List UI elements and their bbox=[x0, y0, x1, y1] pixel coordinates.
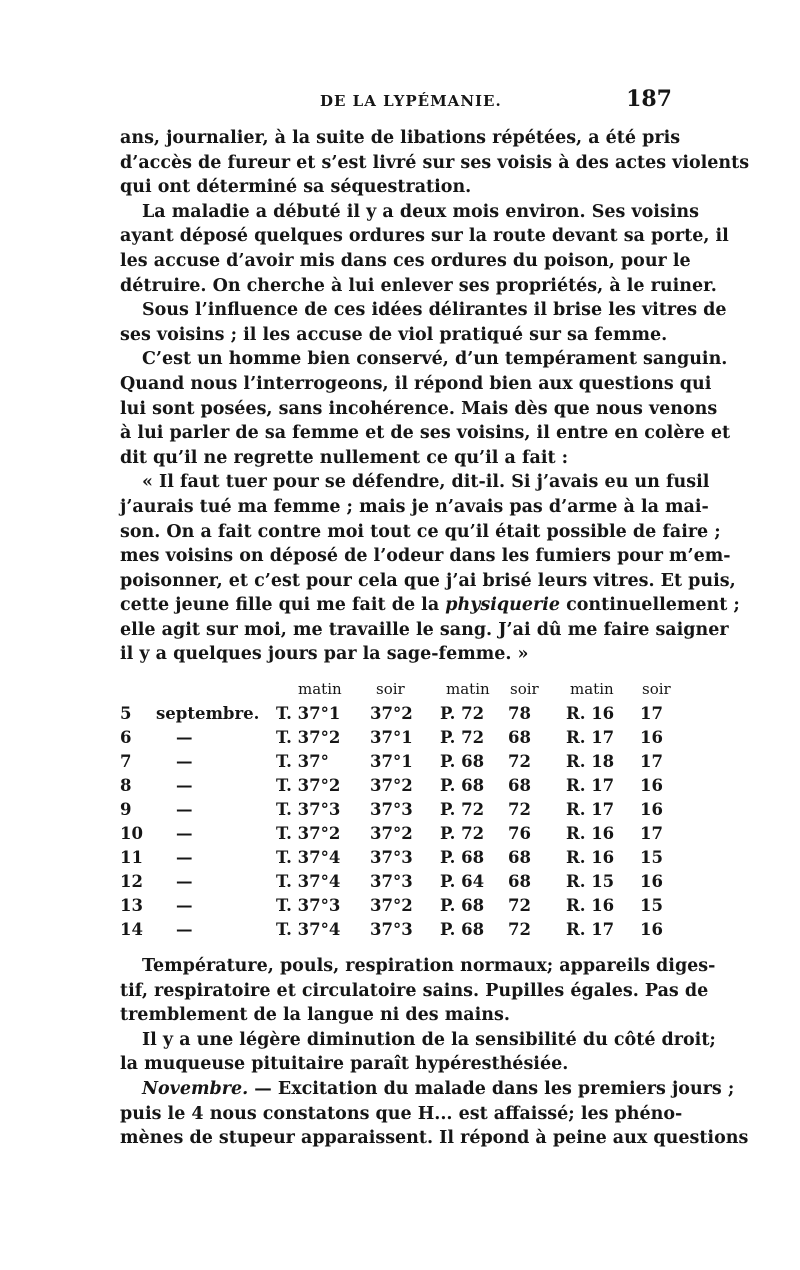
table-body bbox=[120, 704, 680, 944]
text-line: ayant déposé quelques ordures sur la route devant sa porte, il bbox=[120, 226, 729, 247]
pulse-morning-cell: P. 68 bbox=[440, 848, 485, 867]
pulse-morning-cell: P. 68 bbox=[440, 752, 485, 771]
paragraph bbox=[120, 126, 750, 200]
resp-morning-cell: R. 16 bbox=[566, 896, 615, 915]
text-line: elle agit sur moi, me travaille le sang. J’ai dû me faire saigner bbox=[120, 619, 729, 640]
paragraph-quote bbox=[120, 470, 740, 667]
temp-evening-cell: 37°2 bbox=[370, 704, 413, 723]
table-row bbox=[120, 872, 680, 896]
month-cell: — bbox=[176, 776, 193, 795]
text-segment: cette jeune fille qui me fait de la bbox=[120, 595, 440, 616]
resp-morning-cell: R. 17 bbox=[566, 776, 615, 795]
paragraph bbox=[120, 954, 716, 1028]
day-cell: 5 bbox=[120, 704, 132, 723]
temp-evening-cell: 37°1 bbox=[370, 728, 413, 747]
table-row bbox=[120, 704, 680, 728]
text-line: qui ont déterminé sa séquestration. bbox=[120, 177, 472, 198]
resp-evening-cell: 16 bbox=[640, 728, 663, 747]
pulse-evening-cell: 72 bbox=[508, 920, 531, 939]
resp-morning-cell: R. 17 bbox=[566, 920, 615, 939]
temp-morning-cell: T. 37°4 bbox=[276, 920, 341, 939]
text-line: la muqueuse pituitaire paraît hypéresthésiée. bbox=[120, 1054, 569, 1075]
resp-evening-cell: 16 bbox=[640, 800, 663, 819]
body-text-bottom bbox=[120, 954, 749, 1151]
text-line: puis le 4 nous constatons que H... est affaissé; les phéno- bbox=[120, 1103, 683, 1124]
day-cell: 6 bbox=[120, 728, 132, 747]
running-title: DE LA LYPÉMANIE. bbox=[320, 92, 502, 110]
text-line: tremblement de la langue ni des mains. bbox=[120, 1005, 510, 1026]
paragraph bbox=[120, 347, 731, 470]
text-line: Sous l’influence de ces idées délirantes il brise les vitres de bbox=[142, 300, 727, 321]
vitals-table bbox=[120, 680, 680, 944]
day-cell: 7 bbox=[120, 752, 132, 771]
text-line: Quand nous l’interrogeons, il répond bien aux questions qui bbox=[120, 373, 712, 394]
pulse-evening-cell: 72 bbox=[508, 800, 531, 819]
table-row bbox=[120, 728, 680, 752]
resp-morning-cell: R. 16 bbox=[566, 824, 615, 843]
resp-morning-cell: R. 16 bbox=[566, 848, 615, 867]
header-resp-morning: matin bbox=[570, 680, 614, 698]
pulse-morning-cell: P. 68 bbox=[440, 896, 485, 915]
text-line: lui sont posées, sans incohérence. Mais dès que nous venons bbox=[120, 398, 718, 419]
text-line: j’aurais tué ma femme ; mais je n’avais pas d’arme à la mai- bbox=[120, 496, 709, 517]
text-line: mes voisins on déposé de l’odeur dans les fumiers pour m’em- bbox=[120, 546, 731, 567]
paragraph bbox=[120, 200, 729, 298]
month-cell: — bbox=[176, 896, 193, 915]
day-cell: 12 bbox=[120, 872, 143, 891]
day-cell: 14 bbox=[120, 920, 143, 939]
temp-morning-cell: T. 37°4 bbox=[276, 848, 341, 867]
text-segment: — Excitation du malade dans les premiers jours ; bbox=[248, 1078, 735, 1099]
text-line: « Il faut tuer pour se défendre, dit-il. Si j’avais eu un fusil bbox=[142, 472, 710, 493]
pulse-morning-cell: P. 72 bbox=[440, 800, 485, 819]
temp-evening-cell: 37°3 bbox=[370, 920, 413, 939]
text-line: La maladie a débuté il y a deux mois environ. Ses voisins bbox=[142, 201, 700, 222]
pulse-evening-cell: 76 bbox=[508, 824, 531, 843]
text-line: détruire. On cherche à lui enlever ses propriétés, à le ruiner. bbox=[120, 275, 717, 296]
text-line: mènes de stupeur apparaissent. Il répond à peine aux questions bbox=[120, 1128, 749, 1149]
pulse-evening-cell: 68 bbox=[508, 728, 531, 747]
temp-morning-cell: T. 37°1 bbox=[276, 704, 341, 723]
month-cell: — bbox=[176, 824, 193, 843]
resp-evening-cell: 16 bbox=[640, 872, 663, 891]
text-line-with-italic bbox=[120, 593, 740, 618]
resp-evening-cell: 15 bbox=[640, 896, 663, 915]
resp-evening-cell: 16 bbox=[640, 776, 663, 795]
body-text-top bbox=[120, 126, 750, 667]
table-row bbox=[120, 896, 680, 920]
month-cell: — bbox=[176, 920, 193, 939]
pulse-morning-cell: P. 64 bbox=[440, 872, 485, 891]
header-resp-evening: soir bbox=[642, 680, 671, 698]
pulse-morning-cell: P. 72 bbox=[440, 728, 485, 747]
header-temp-morning: matin bbox=[298, 680, 342, 698]
resp-morning-cell: R. 16 bbox=[566, 704, 615, 723]
table-header-row bbox=[120, 680, 680, 704]
table-row bbox=[120, 800, 680, 824]
pulse-morning-cell: P. 72 bbox=[440, 824, 485, 843]
month-cell: septembre. bbox=[156, 704, 260, 723]
table-row bbox=[120, 920, 680, 944]
temp-evening-cell: 37°2 bbox=[370, 896, 413, 915]
text-line: à lui parler de sa femme et de ses voisins, il entre en colère et bbox=[120, 423, 731, 444]
text-line: il y a quelques jours par la sage-femme. » bbox=[120, 644, 529, 665]
header-temp-evening: soir bbox=[376, 680, 405, 698]
text-line: les accuse d’avoir mis dans ces ordures du poison, pour le bbox=[120, 250, 691, 271]
temp-morning-cell: T. 37°2 bbox=[276, 728, 341, 747]
pulse-evening-cell: 78 bbox=[508, 704, 531, 723]
paragraph-novembre bbox=[120, 1077, 749, 1151]
month-cell: — bbox=[176, 848, 193, 867]
day-cell: 9 bbox=[120, 800, 132, 819]
month-cell: — bbox=[176, 752, 193, 771]
text-line: Température, pouls, respiration normaux; appareils diges- bbox=[142, 956, 716, 976]
text-line: poisonner, et c’est pour cela que j’ai brisé leurs vitres. Et puis, bbox=[120, 570, 736, 591]
table-row bbox=[120, 824, 680, 848]
text-line: ses voisins ; il les accuse de viol pratiqué sur sa femme. bbox=[120, 324, 668, 345]
text-line: Il y a une légère diminution de la sensibilité du côté droit; bbox=[142, 1029, 716, 1050]
page-number: 187 bbox=[626, 86, 672, 112]
resp-morning-cell: R. 17 bbox=[566, 800, 615, 819]
novembre-label: Novembre. bbox=[142, 1078, 249, 1099]
text-line: son. On a fait contre moi tout ce qu’il était possible de faire ; bbox=[120, 521, 721, 542]
pulse-evening-cell: 72 bbox=[508, 752, 531, 771]
resp-morning-cell: R. 15 bbox=[566, 872, 615, 891]
pulse-morning-cell: P. 68 bbox=[440, 776, 485, 795]
temp-morning-cell: T. 37°4 bbox=[276, 872, 341, 891]
text-segment: continuellement ; bbox=[559, 595, 740, 616]
text-line: C’est un homme bien conservé, d’un tempérament sanguin. bbox=[142, 349, 728, 370]
day-cell: 8 bbox=[120, 776, 132, 795]
text-line: ans, journalier, à la suite de libations répétées, a été pris bbox=[120, 128, 681, 148]
pulse-morning-cell: P. 68 bbox=[440, 920, 485, 939]
text-line: d’accès de fureur et s’est livré sur ses voisis à des actes violents bbox=[120, 152, 750, 173]
temp-morning-cell: T. 37°2 bbox=[276, 824, 341, 843]
table-row bbox=[120, 848, 680, 872]
resp-evening-cell: 17 bbox=[640, 704, 663, 723]
resp-morning-cell: R. 18 bbox=[566, 752, 615, 771]
text-line bbox=[120, 1077, 735, 1102]
italic-word: physiquerie bbox=[445, 595, 560, 616]
pulse-evening-cell: 68 bbox=[508, 776, 531, 795]
month-cell: — bbox=[176, 728, 193, 747]
temp-evening-cell: 37°3 bbox=[370, 800, 413, 819]
day-cell: 13 bbox=[120, 896, 143, 915]
temp-morning-cell: T. 37° bbox=[276, 752, 329, 771]
temp-morning-cell: T. 37°3 bbox=[276, 800, 341, 819]
resp-evening-cell: 16 bbox=[640, 920, 663, 939]
pulse-evening-cell: 68 bbox=[508, 872, 531, 891]
temp-evening-cell: 37°1 bbox=[370, 752, 413, 771]
pulse-evening-cell: 68 bbox=[508, 848, 531, 867]
temp-evening-cell: 37°3 bbox=[370, 872, 413, 891]
temp-evening-cell: 37°2 bbox=[370, 824, 413, 843]
temp-evening-cell: 37°2 bbox=[370, 776, 413, 795]
temp-evening-cell: 37°3 bbox=[370, 848, 413, 867]
table-row bbox=[120, 752, 680, 776]
pulse-evening-cell: 72 bbox=[508, 896, 531, 915]
paragraph bbox=[120, 1028, 716, 1077]
day-cell: 10 bbox=[120, 824, 143, 843]
resp-evening-cell: 17 bbox=[640, 824, 663, 843]
temp-morning-cell: T. 37°2 bbox=[276, 776, 341, 795]
resp-evening-cell: 15 bbox=[640, 848, 663, 867]
resp-evening-cell: 17 bbox=[640, 752, 663, 771]
text-line: dit qu’il ne regrette nullement ce qu’il a fait : bbox=[120, 447, 569, 468]
pulse-morning-cell: P. 72 bbox=[440, 704, 485, 723]
text-line: tif, respiratoire et circulatoire sains. Pupilles égales. Pas de bbox=[120, 980, 709, 1001]
paragraph bbox=[120, 298, 727, 347]
month-cell: — bbox=[176, 800, 193, 819]
page-header bbox=[120, 86, 680, 122]
temp-morning-cell: T. 37°3 bbox=[276, 896, 341, 915]
header-pulse-morning: matin bbox=[446, 680, 490, 698]
month-cell: — bbox=[176, 872, 193, 891]
resp-morning-cell: R. 17 bbox=[566, 728, 615, 747]
day-cell: 11 bbox=[120, 848, 143, 867]
header-pulse-evening: soir bbox=[510, 680, 539, 698]
table-row bbox=[120, 776, 680, 800]
